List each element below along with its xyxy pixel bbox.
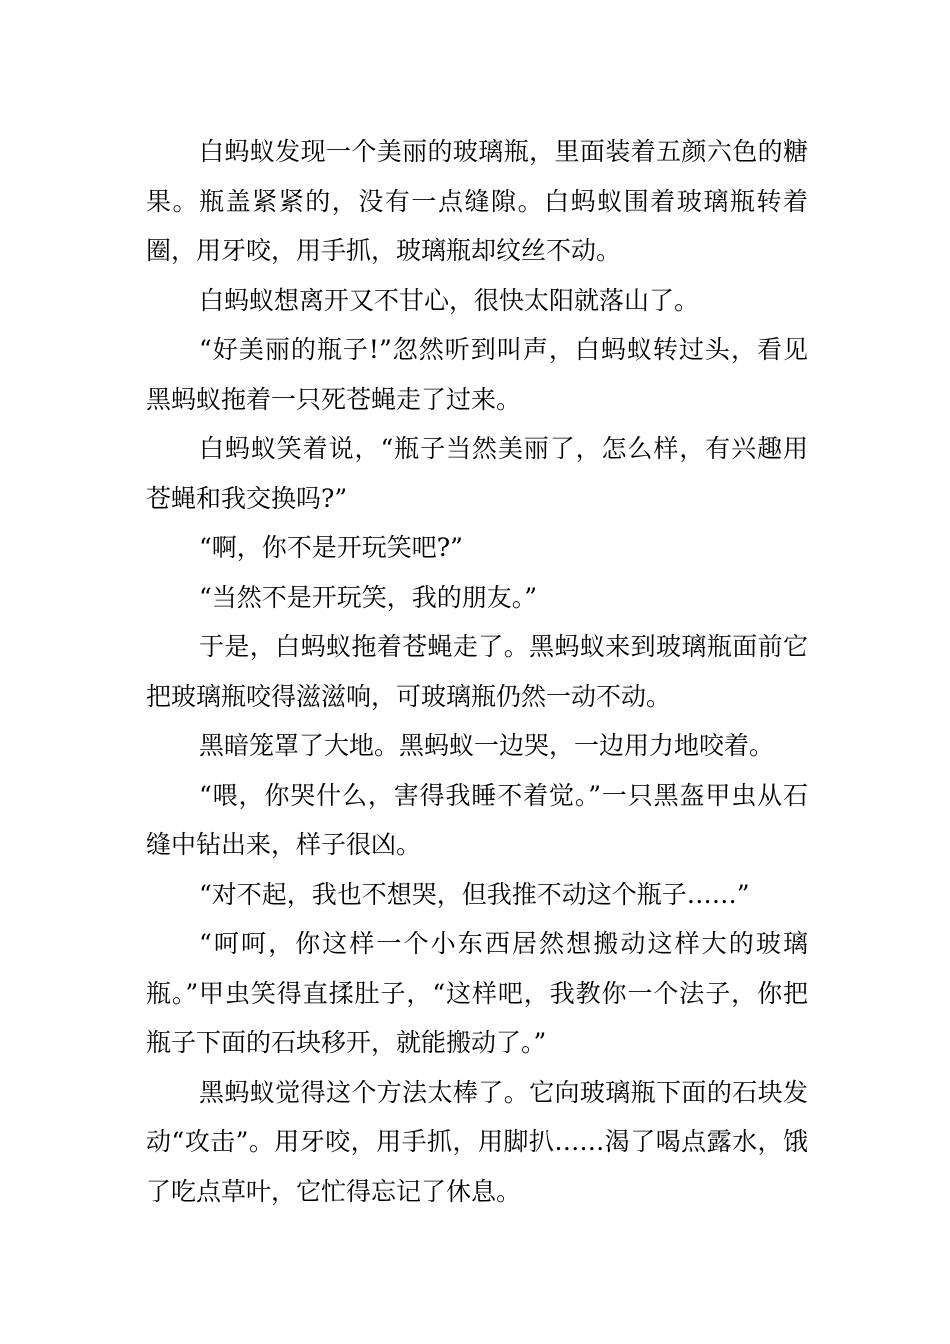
paragraph-7: 于是，白蚂蚁拖着苍蝇走了。黑蚂蚁来到玻璃瓶面前它把玻璃瓶咬得滋滋响，可玻璃瓶仍然一动不动。 bbox=[146, 632, 808, 711]
story-text bbox=[146, 127, 808, 1216]
paragraph-2: 白蚂蚁想离开又不甘心，很快太阳就落山了。 bbox=[199, 285, 700, 315]
paragraph-3: “好美丽的瓶子!”忽然听到叫声，白蚂蚁转过头，看见黑蚂蚁拖着一只死苍蝇走了过来。 bbox=[146, 335, 808, 414]
paragraph-9: “喂，你哭什么，害得我睡不着觉。”一只黑盔甲虫从石缝中钻出来，样子很凶。 bbox=[146, 780, 808, 859]
paragraph-8: 黑暗笼罩了大地。黑蚂蚁一边哭，一边用力地咬着。 bbox=[199, 731, 775, 760]
paragraph-5: “啊，你不是开玩笑吧?” bbox=[199, 533, 463, 562]
paragraph-6: “当然不是开玩笑，我的朋友。” bbox=[199, 582, 538, 612]
paragraph-4: 白蚂蚁笑着说，“瓶子当然美丽了，怎么样，有兴趣用苍蝇和我交换吗?” bbox=[146, 434, 808, 513]
paragraph-11: “呵呵，你这样一个小东西居然想搬动这样大的玻璃瓶。”甲虫笑得直揉肚子，“这样吧，我教你一个法子，你把瓶子下面的石块移开，就能搬动了。” bbox=[146, 929, 808, 1057]
paragraph-12: 黑蚂蚁觉得这个方法太棒了。它向玻璃瓶下面的石块发动“攻击”。用牙咬，用手抓，用脚扒……渴了喝点露水，饿了吃点草叶，它忙得忘记了休息。 bbox=[146, 1077, 808, 1206]
paragraph-1: 白蚂蚁发现一个美丽的玻璃瓶，里面装着五颜六色的糖果。瓶盖紧紧的，没有一点缝隙。白蚂蚁围着玻璃瓶转着圈，用牙咬，用手抓，玻璃瓶却纹丝不动。 bbox=[146, 137, 808, 265]
paragraph-10: “对不起，我也不想哭，但我推不动这个瓶子……” bbox=[199, 879, 750, 909]
